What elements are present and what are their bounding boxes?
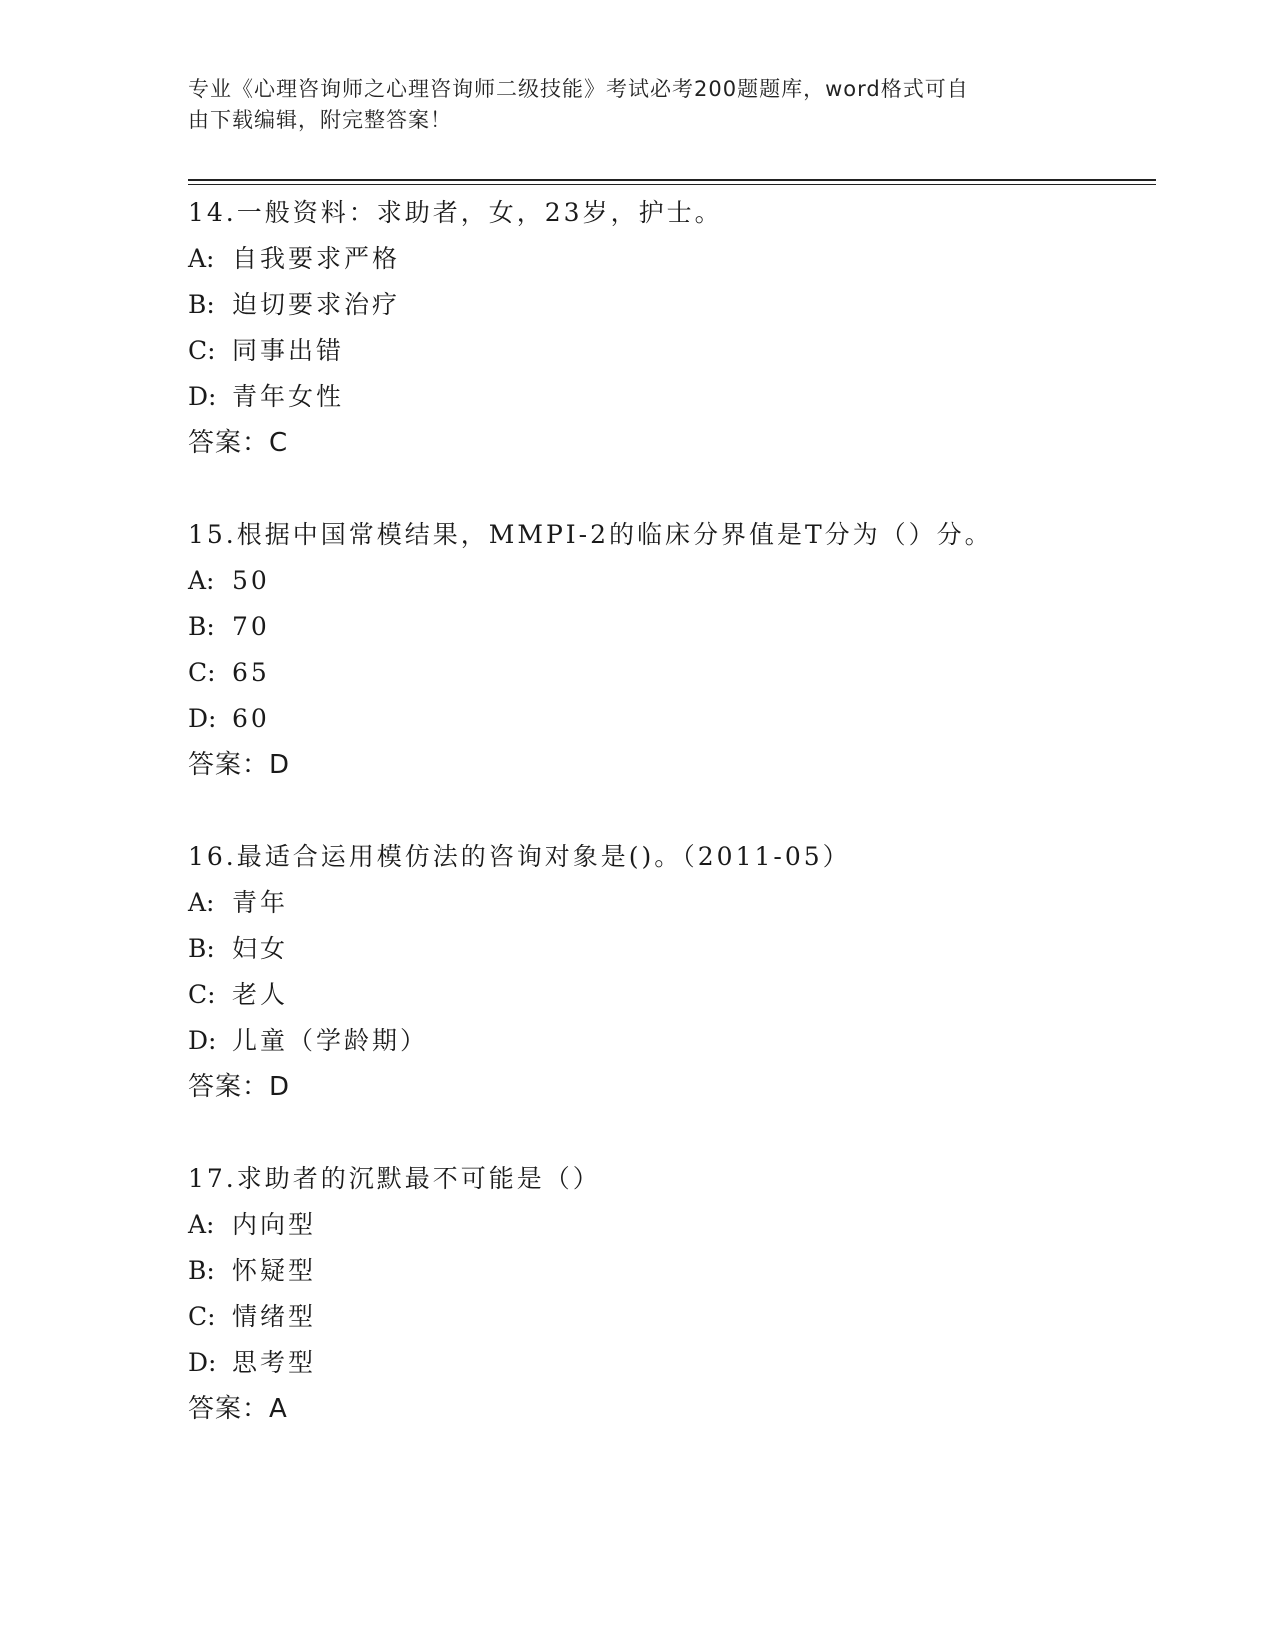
option-c [188, 650, 1156, 696]
answer-text: 答案：C [188, 428, 289, 458]
header-line-2: 由下载编辑，附完整答案！ [188, 108, 452, 132]
option-text: 迫切要求治疗 [232, 290, 401, 319]
option-d [188, 696, 1156, 742]
option-text: 思考型 [232, 1348, 317, 1377]
question-14 [188, 190, 1156, 466]
option-text: 65 [232, 658, 270, 687]
option-text: 60 [232, 704, 270, 733]
header-line-1: 专业《心理咨询师之心理咨询师二级技能》考试必考200题题库，word格式可自 [188, 77, 969, 101]
option-d [188, 1018, 1156, 1064]
option-b [188, 282, 1156, 328]
option-letter: C: [188, 1302, 216, 1331]
question-text: 16.最适合运用模仿法的咨询对象是()。（2011-05） [188, 842, 851, 871]
option-letter: B: [188, 1256, 215, 1285]
option-letter: A: [188, 888, 215, 917]
option-text: 怀疑型 [232, 1256, 317, 1285]
question-text: 17.求助者的沉默最不可能是（） [188, 1164, 601, 1193]
option-a [188, 236, 1156, 282]
option-text: 70 [232, 612, 270, 641]
question-16 [188, 834, 1156, 1110]
document-header [188, 74, 1068, 136]
option-letter: D: [188, 704, 217, 733]
option-a [188, 1202, 1156, 1248]
option-letter: A: [188, 566, 215, 595]
option-text: 老人 [232, 980, 289, 1009]
question-text: 15.根据中国常模结果，MMPI-2的临床分界值是T分为（）分。 [188, 520, 993, 549]
option-a [188, 558, 1156, 604]
answer-text: 答案：D [188, 750, 291, 780]
question-list [188, 190, 1156, 1478]
question-text: 14.一般资料：求助者，女，23岁，护士。 [188, 198, 723, 227]
question-15 [188, 512, 1156, 788]
option-letter: C: [188, 658, 216, 687]
option-letter: B: [188, 290, 215, 319]
option-text: 妇女 [232, 934, 289, 963]
option-text: 50 [232, 566, 270, 595]
option-b [188, 1248, 1156, 1294]
header-divider-thick [188, 179, 1156, 181]
answer-text: 答案：A [188, 1394, 288, 1424]
option-letter: D: [188, 382, 217, 411]
option-text: 青年 [232, 888, 289, 917]
option-b [188, 926, 1156, 972]
option-text: 青年女性 [232, 382, 345, 411]
option-letter: A: [188, 1210, 215, 1239]
option-c [188, 328, 1156, 374]
option-b [188, 604, 1156, 650]
option-text: 同事出错 [232, 336, 345, 365]
option-text: 内向型 [232, 1210, 317, 1239]
option-letter: C: [188, 980, 216, 1009]
option-letter: D: [188, 1026, 217, 1055]
option-text: 儿童（学龄期） [232, 1026, 429, 1055]
option-letter: B: [188, 612, 215, 641]
header-divider-thin [188, 184, 1156, 185]
option-text: 情绪型 [232, 1302, 317, 1331]
option-letter: D: [188, 1348, 217, 1377]
option-letter: A: [188, 244, 215, 273]
question-17 [188, 1156, 1156, 1432]
option-d [188, 1340, 1156, 1386]
answer-text: 答案：D [188, 1072, 291, 1102]
option-a [188, 880, 1156, 926]
option-c [188, 1294, 1156, 1340]
option-c [188, 972, 1156, 1018]
option-d [188, 374, 1156, 420]
option-text: 自我要求严格 [232, 244, 401, 273]
option-letter: C: [188, 336, 216, 365]
option-letter: B: [188, 934, 215, 963]
